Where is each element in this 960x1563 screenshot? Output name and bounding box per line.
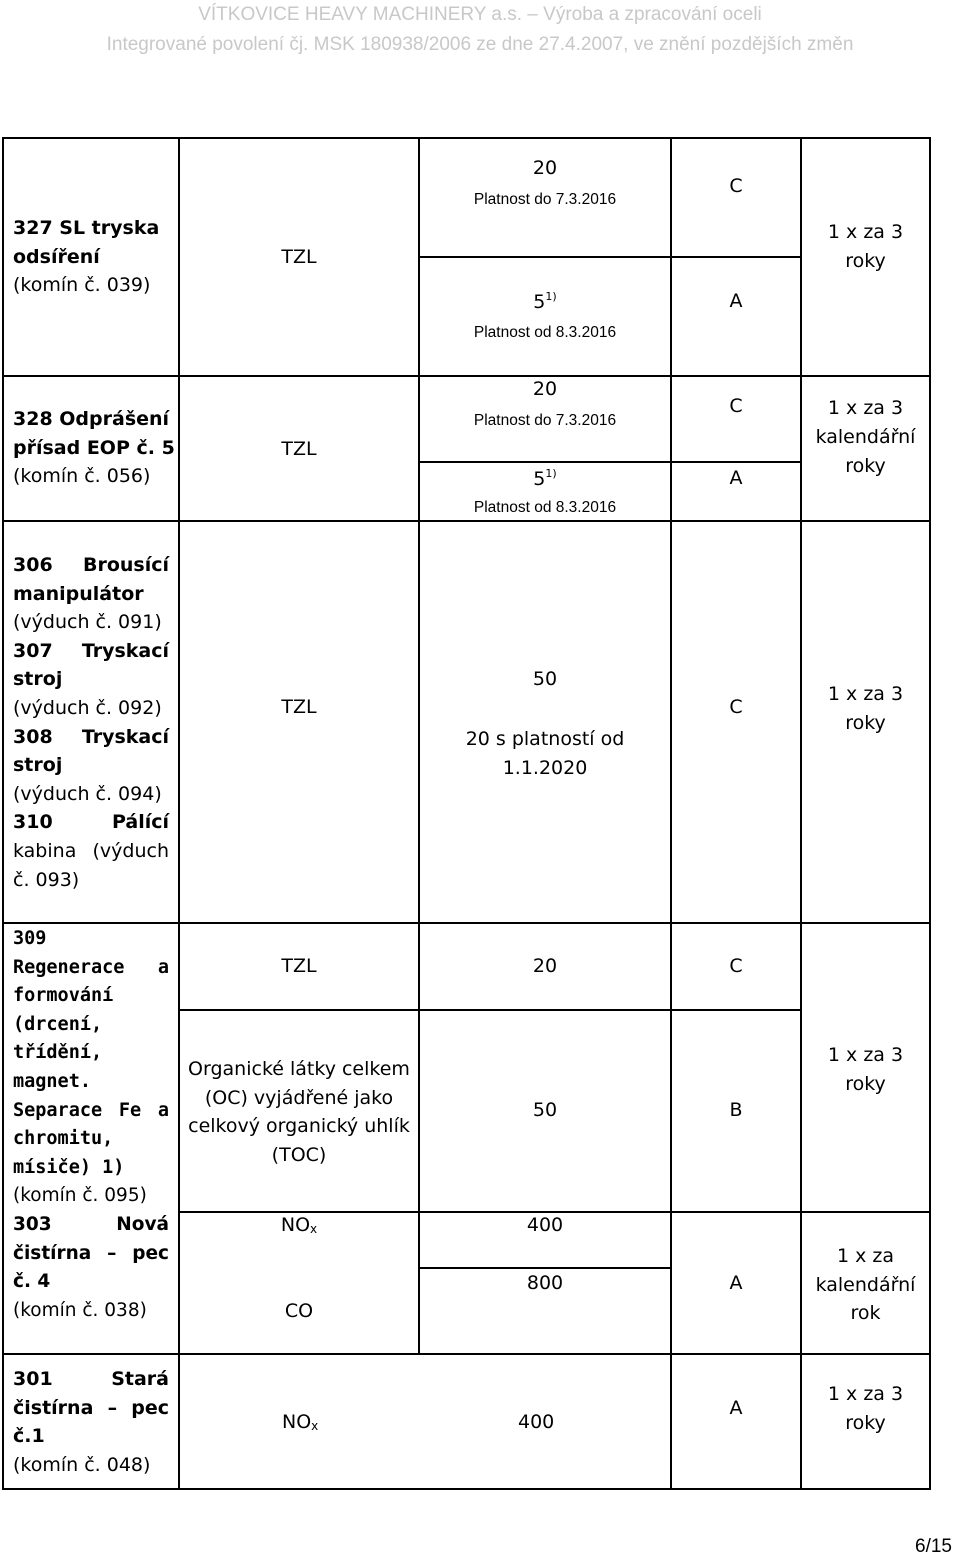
- row-3-source-line: (výduch č. 094): [13, 782, 162, 805]
- header-line-2: Integrované povolení čj. MSK 180938/2006 ze dne 27.4.2007, ve znění pozdějších změn: [106, 34, 854, 55]
- row-1-source-line: odsíření: [13, 245, 100, 268]
- row-4-source-line: 309: [13, 928, 47, 949]
- row-4-limit-toc: 50: [532, 1099, 558, 1121]
- row-4-source-line: formování: [13, 985, 114, 1007]
- row-2-source-line: (komín č. 056): [13, 465, 151, 488]
- row-3-source-line: kabina (výduch: [13, 839, 169, 862]
- row-5-method: A: [729, 1397, 743, 1419]
- pollutant-line: (TOC): [271, 1143, 327, 1166]
- frequency-line: roky: [845, 1072, 886, 1095]
- row-2-source-line: 328 Odprášení: [13, 408, 170, 430]
- row-4-source-line: mísiče) 1): [13, 1156, 125, 1178]
- frequency-line: roky: [845, 711, 886, 734]
- footnote-ref: 1): [545, 290, 557, 303]
- row-4-source-line: Regenerace a: [13, 956, 169, 978]
- row-4-source-line: chromitu,: [13, 1128, 114, 1150]
- row-5-pollutant: $NO_x$: [282, 1411, 319, 1433]
- row-2-source: [13, 405, 175, 491]
- row-5-source-line: čistírna – pec: [13, 1396, 169, 1419]
- row-3-source-line: 307 Tryskací: [13, 639, 169, 662]
- frequency-line: kalendářní: [815, 1273, 916, 1296]
- pollutant-line: celkový organický uhlík: [188, 1115, 410, 1138]
- row-3-source-line: stroj: [13, 668, 63, 691]
- page-number: 6/15: [915, 1536, 952, 1557]
- row-2-limit-new: 5$^{1)}$: [533, 467, 557, 490]
- row-4-pollutant-tzl: TZL: [281, 955, 317, 977]
- row-1-source: [13, 214, 169, 300]
- row-5-source-line: č.1: [13, 1425, 45, 1448]
- row-1-pollutant: TZL: [281, 246, 317, 268]
- row-3-source-line: 306 Brousící: [13, 554, 169, 576]
- frequency-line: 1 x za 3: [827, 683, 904, 705]
- row-4-pollutant-toc: [180, 1055, 418, 1169]
- row-5-source-line: 301 Stará: [13, 1368, 169, 1390]
- row-3-source-line: stroj: [13, 754, 63, 777]
- row-5-limit: 400: [518, 1411, 555, 1433]
- row-3-source-line: (výduch č. 092): [13, 696, 162, 719]
- row-2-method-old: C: [729, 395, 743, 417]
- row-1-method-old: C: [729, 175, 743, 197]
- row-4-source-line: (drcení,: [13, 1013, 103, 1035]
- row-4-source-line: třídění,: [13, 1042, 103, 1064]
- row-3-source: [13, 551, 169, 894]
- row-4-pollutant-nox: $NO_x$: [280, 1214, 318, 1236]
- row-3-source-line: č. 093): [13, 868, 80, 891]
- row-1-limit-old: 20: [532, 157, 558, 179]
- row-4-method-toc: B: [729, 1099, 743, 1121]
- row-1-source-line: 327 SL tryska: [13, 217, 160, 239]
- row-4-method-nox-co: A: [729, 1272, 743, 1294]
- row-1-valid-new: Platnost od 8.3.2016: [473, 324, 617, 341]
- row-3-source-line: (výduch č. 091): [13, 611, 162, 634]
- row-3-source-line: manipulátor: [13, 582, 144, 605]
- row-2-valid-old: Platnost do 7.3.2016: [473, 412, 617, 429]
- row-4-source-line: (komín č. 038): [13, 1299, 147, 1321]
- limit-future-line: 1.1.2020: [502, 756, 588, 779]
- row-2-valid-new: Platnost od 8.3.2016: [473, 499, 617, 516]
- row-4-frequency-1: [802, 1041, 929, 1098]
- frequency-line: 1 x za 3: [827, 1383, 904, 1405]
- row-4-source: [13, 925, 169, 1325]
- row-3-frequency: [802, 680, 929, 737]
- row-3-limit-future: [420, 725, 670, 782]
- row-4-limit-co: 800: [526, 1272, 564, 1294]
- frequency-line: roky: [845, 249, 886, 272]
- row-3-limit: 50: [532, 668, 558, 690]
- frequency-line: 1 x za 3: [827, 221, 904, 243]
- row-3-method: C: [729, 696, 743, 718]
- row-1-frequency: [802, 218, 929, 275]
- header-line-1: VÍTKOVICE HEAVY MACHINERY a.s. – Výroba a zpracování oceli: [198, 4, 762, 25]
- row-5-source-line: (komín č. 048): [13, 1453, 151, 1476]
- row-4-source-line: Separace Fe a: [13, 1099, 169, 1121]
- row-4-limit-nox: 400: [526, 1214, 564, 1236]
- row-4-source-line: magnet.: [13, 1070, 91, 1092]
- row-1-method-new: A: [729, 290, 743, 312]
- row-4-source-line: (komín č. 095): [13, 1185, 147, 1207]
- row-3-source-line: 310 Pálící: [13, 811, 169, 834]
- row-4-source-line: 303 Nová: [13, 1213, 169, 1235]
- frequency-line: 1 x za 3: [827, 397, 904, 419]
- frequency-line: roky: [845, 455, 886, 477]
- row-3-pollutant: TZL: [281, 696, 317, 718]
- row-3-source-line: 308 Tryskací: [13, 725, 169, 748]
- row-1-source-line: (komín č. 039): [13, 274, 151, 297]
- row-2-source-line: přísad EOP č. 5: [13, 436, 175, 459]
- frequency-line: roky: [845, 1411, 886, 1434]
- row-2-method-new: A: [729, 467, 743, 489]
- row-4-limit-tzl: 20: [532, 955, 558, 977]
- frequency-line: rok: [850, 1302, 881, 1325]
- row-5-source: [13, 1365, 169, 1479]
- footnote-ref: 1): [545, 467, 557, 480]
- row-4-frequency-2: [802, 1242, 929, 1328]
- row-4-method-tzl: C: [729, 955, 743, 977]
- row-2-limit-old: 20: [532, 378, 558, 400]
- frequency-line: kalendářní: [815, 426, 916, 448]
- row-1-limit-new: 5$^{1)}$: [533, 290, 557, 313]
- frequency-line: 1 x za: [836, 1245, 895, 1267]
- row-2-frequency: [802, 394, 929, 481]
- row-4-pollutant-co: CO: [284, 1300, 314, 1322]
- row-1-valid-old: Platnost do 7.3.2016: [473, 191, 617, 208]
- frequency-line: 1 x za 3: [827, 1044, 904, 1066]
- row-4-source-line: č. 4: [13, 1271, 51, 1293]
- pollutant-line: (OC) vyjádřené jako: [204, 1086, 394, 1109]
- row-5-frequency: [802, 1380, 929, 1437]
- row-2-pollutant: TZL: [281, 438, 317, 460]
- row-4-source-line: čistírna – pec: [13, 1242, 169, 1264]
- limit-future-line: 20 s platností od: [465, 728, 625, 750]
- pollutant-line: Organické látky celkem: [188, 1058, 410, 1080]
